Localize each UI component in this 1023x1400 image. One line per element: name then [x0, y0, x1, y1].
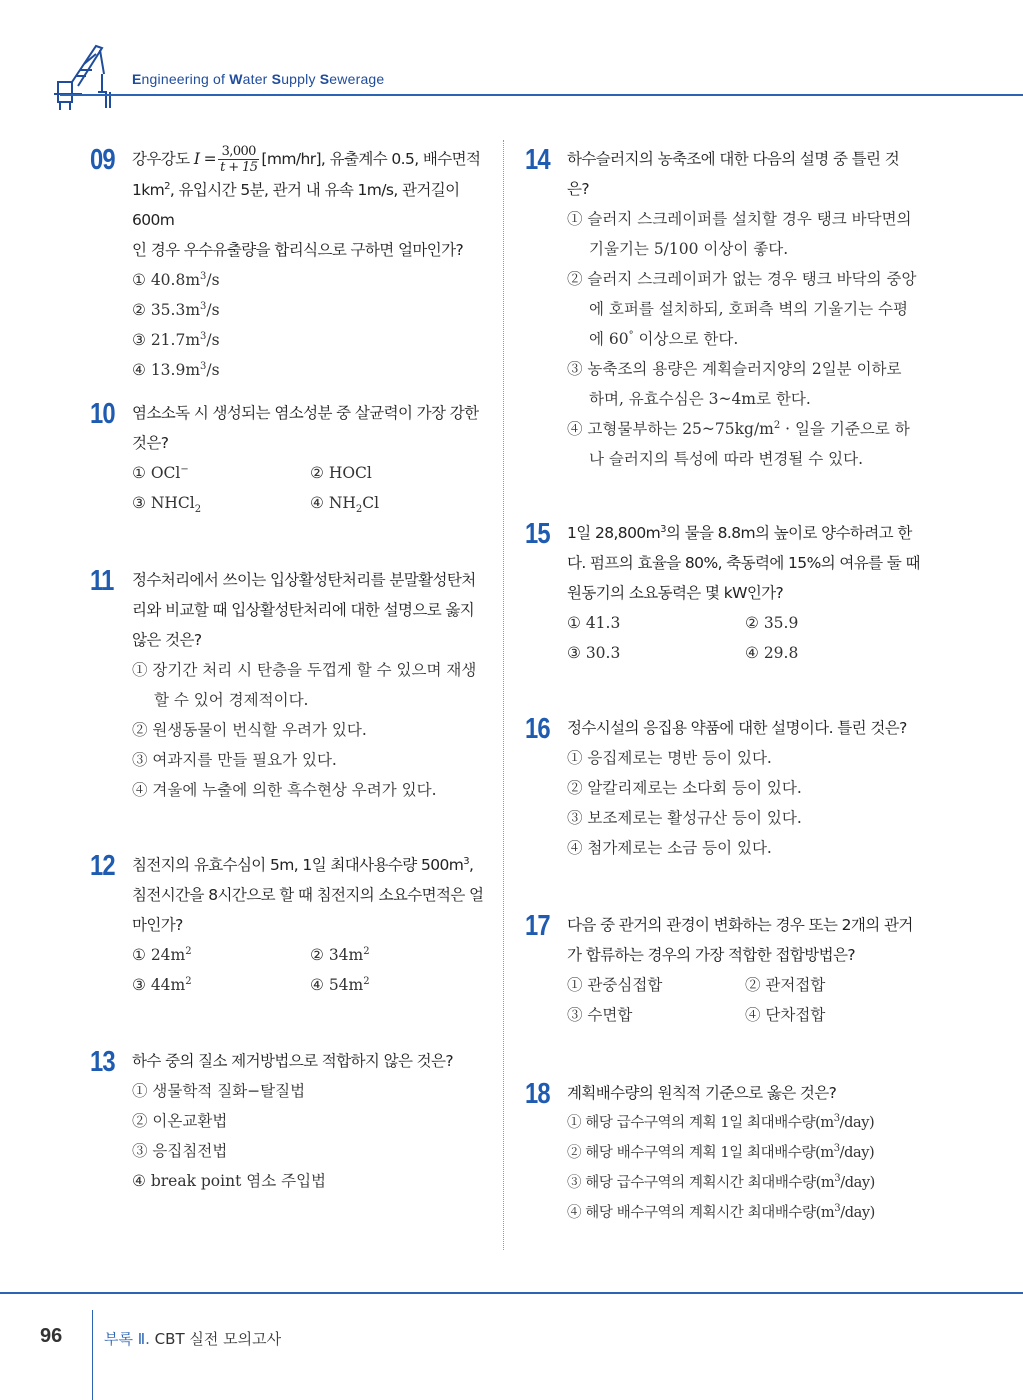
answer-option[interactable]: ② $34m^2$ — [310, 945, 370, 964]
answer-option[interactable]: ① 해당 급수구역의 계획 1일 최대배수량$(m^3/day)$ — [567, 1113, 875, 1131]
answer-option[interactable]: ② 슬러지 스크레이퍼가 없는 경우 탱크 바닥의 중앙에 호퍼를 설치하되, 호퍼측 벽의 기울기는 수평에 60° 이상으로 한다. — [567, 270, 917, 348]
question-14 — [525, 144, 920, 474]
question-text: 하수슬러지의 농축조에 대한 다음의 설명 중 틀린 것은? — [567, 150, 900, 198]
answer-options — [132, 940, 485, 1000]
header-title-part: Engineering of — [132, 71, 230, 87]
page-number: 96 — [40, 1325, 63, 1347]
answer-option[interactable]: ④ 단차접합 — [745, 1006, 826, 1024]
question-text: 강우강도 I = $\frac{3,000}{t + 15}$ [mm/hr], 유출계수 0.5, 배수면적 $1km^2$, 유입시간 5분, 관거 내 유속 1m/s, 관거길이 600m 인 경우 우수유출량을 합리식으로 구하면 얼마인가? — [132, 144, 481, 259]
answer-option[interactable]: ④ $54m^2$ — [310, 975, 370, 994]
question-number: 17 — [525, 910, 550, 942]
answer-option[interactable]: ② HOCl — [310, 464, 372, 482]
answer-options — [567, 970, 920, 1030]
answer-option[interactable]: ② 알칼리제로는 소다회 등이 있다. — [567, 779, 802, 797]
answer-option[interactable]: ③ 30.3 — [567, 644, 621, 662]
answer-option[interactable]: ④ $NH_2Cl$ — [310, 494, 380, 516]
question-number: 10 — [90, 398, 115, 430]
question-12 — [90, 850, 485, 1000]
answer-option[interactable]: ② 해당 배수구역의 계획 1일 최대배수량$(m^3/day)$ — [567, 1143, 875, 1161]
answer-option[interactable]: ② 이온교환법 — [132, 1112, 228, 1130]
question-number: 18 — [525, 1078, 550, 1110]
footer-divider — [92, 1310, 93, 1400]
footer-section-title: 부록 Ⅱ. CBT 실전 모의고사 — [104, 1330, 282, 1348]
answer-options — [132, 655, 485, 805]
answer-options — [132, 458, 485, 518]
answer-options — [132, 265, 485, 385]
header-title — [132, 71, 384, 87]
answer-options — [567, 204, 920, 474]
column-divider — [503, 140, 504, 1250]
formula-fraction: $\frac{3,000}{t + 15}$ — [220, 144, 258, 175]
answer-option[interactable]: ① 장기간 처리 시 탄층을 두껍게 할 수 있으며 재생할 수 있어 경제적이다. — [132, 661, 477, 709]
question-text: 1일 $28,800m^3$의 물을 8.8m의 높이로 양수하려고 한다. 펌프의 효율을 80%, 축동력에 15%의 여유를 둘 때 원동기의 소요동력은 몇 kW인가? — [567, 523, 920, 602]
answer-option[interactable]: ③ 응집침전법 — [132, 1142, 228, 1160]
answer-option[interactable]: ④ 겨울에 누출에 의한 흑수현상 우려가 있다. — [132, 781, 437, 799]
question-text: 침전지의 유효수심이 5m, 1일 최대사용수량 $500m^3$, 침전시간을 8시간으로 할 때 침전지의 소요수면적은 얼마인가? — [132, 855, 484, 934]
question-number: 09 — [90, 144, 115, 176]
answer-option[interactable]: ③ 농축조의 용량은 계획슬러지양의 2일분 이하로 하며, 유효수심은 3~4m로 한다. — [567, 360, 902, 408]
answer-option[interactable]: ③ 여과지를 만들 필요가 있다. — [132, 751, 337, 769]
question-number: 15 — [525, 518, 550, 550]
answer-option[interactable]: ① 슬러지 스크레이퍼를 설치할 경우 탱크 바닥면의 기울기는 5/100 이상이 좋다. — [567, 210, 912, 258]
answer-option[interactable]: ④ break point 염소 주입법 — [132, 1172, 327, 1190]
question-number: 14 — [525, 144, 550, 176]
question-number: 13 — [90, 1046, 115, 1078]
question-18 — [525, 1078, 920, 1228]
answer-option[interactable]: ④ 고형물부하는 $25\sim 75kg/m^2$ · 일을 기준으로 하나 슬러지의 특성에 따라 변경될 수 있다. — [567, 419, 910, 468]
answer-option[interactable]: ③ 수면합 — [567, 1006, 633, 1024]
answer-option[interactable]: ④ 해당 배수구역의 계획시간 최대배수량$(m^3/day)$ — [567, 1203, 875, 1221]
answer-options — [132, 1076, 485, 1196]
answer-option[interactable]: ④ 29.8 — [745, 644, 799, 662]
question-text: 계획배수량의 원칙적 기준으로 옳은 것은? — [567, 1084, 837, 1102]
answer-option[interactable]: ③ $21.7m^3/s$ — [132, 330, 220, 349]
header-title-part: Sewerage — [319, 71, 385, 87]
crane-logo-icon — [52, 42, 122, 112]
answer-options — [567, 608, 920, 668]
question-text: 정수처리에서 쓰이는 입상활성탄처리를 분말활성탄처리와 비교할 때 입상활성탄처리에 대한 설명으로 옳지 않은 것은? — [132, 571, 476, 649]
answer-option[interactable]: ② $35.3m^3/s$ — [132, 300, 220, 319]
header-title-part: Supply — [271, 71, 320, 87]
answer-option[interactable]: ② 35.9 — [745, 614, 799, 632]
question-17 — [525, 910, 920, 1030]
answer-options — [567, 1108, 920, 1228]
answer-option[interactable]: ① $40.8m^3/s$ — [132, 270, 220, 289]
question-text: 다음 중 관거의 관경이 변화하는 경우 또는 2개의 관거가 합류하는 경우의 가장 적합한 접합방법은? — [567, 916, 913, 964]
question-11 — [90, 565, 485, 805]
question-09 — [90, 144, 485, 385]
answer-option[interactable]: ② 원생동물이 번식할 우려가 있다. — [132, 721, 367, 739]
answer-option[interactable]: ① 41.3 — [567, 614, 621, 632]
answer-option[interactable]: ③ NHCl$_2$ — [132, 494, 202, 516]
answer-options — [567, 743, 920, 863]
header-title-part: Water — [229, 71, 272, 87]
answer-option[interactable]: ① OCl− — [132, 463, 189, 482]
answer-option[interactable]: ③ 해당 급수구역의 계획시간 최대배수량$(m^3/day)$ — [567, 1173, 875, 1191]
question-number: 12 — [90, 850, 115, 882]
question-text: 하수 중의 질소 제거방법으로 적합하지 않은 것은? — [132, 1052, 454, 1070]
question-text: 정수시설의 응집용 약품에 대한 설명이다. 틀린 것은? — [567, 719, 907, 737]
question-number: 11 — [90, 565, 114, 597]
footer-rule — [0, 1292, 1023, 1294]
answer-option[interactable]: ① 관중심접합 — [567, 976, 663, 994]
answer-option[interactable]: ③ 보조제로는 활성규산 등이 있다. — [567, 809, 802, 827]
answer-option[interactable]: ② 관저접합 — [745, 976, 826, 994]
question-text: 염소소독 시 생성되는 염소성분 중 살균력이 가장 강한 것은? — [132, 404, 479, 452]
answer-option[interactable]: ④ $13.9m^3/s$ — [132, 360, 220, 379]
question-16 — [525, 713, 920, 863]
answer-option[interactable]: ④ 첨가제로는 소금 등이 있다. — [567, 839, 772, 857]
question-10 — [90, 398, 485, 518]
question-13 — [90, 1046, 485, 1196]
answer-option[interactable]: ① 생물학적 질화−탈질법 — [132, 1082, 306, 1100]
answer-option[interactable]: ① $24m^2$ — [132, 945, 192, 964]
question-number: 16 — [525, 713, 550, 745]
answer-option[interactable]: ① 응집제로는 명반 등이 있다. — [567, 749, 772, 767]
question-15 — [525, 518, 920, 668]
answer-option[interactable]: ③ $44m^2$ — [132, 975, 192, 994]
header-rule — [60, 94, 1023, 96]
